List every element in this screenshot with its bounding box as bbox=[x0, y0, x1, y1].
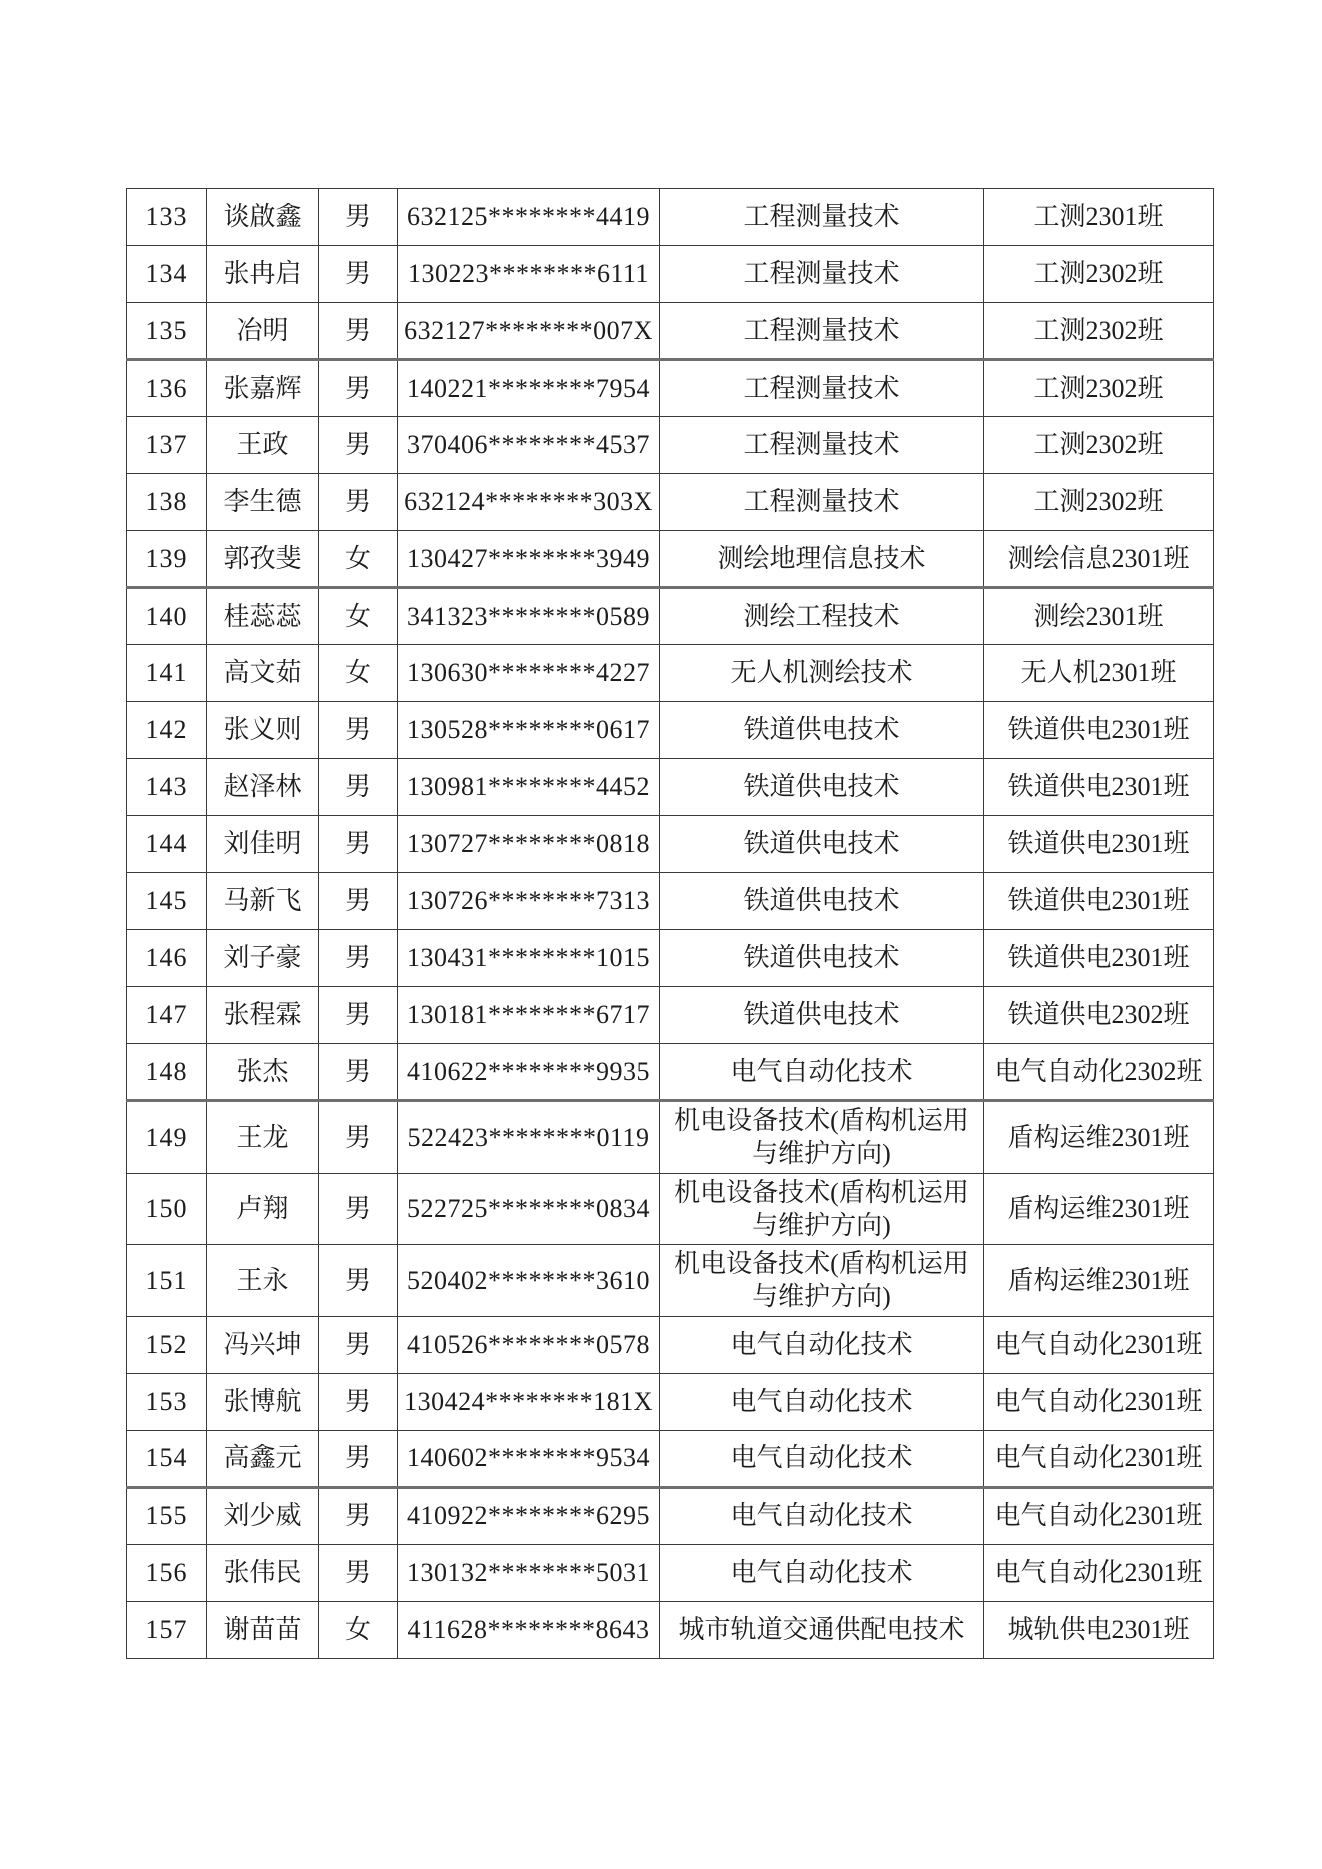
cell-gender: 男 bbox=[319, 1044, 398, 1101]
cell-number: 137 bbox=[127, 417, 207, 474]
cell-gender: 男 bbox=[319, 816, 398, 873]
cell-name: 冯兴坤 bbox=[207, 1316, 319, 1373]
table-row bbox=[127, 873, 1214, 930]
cell-id-number: 632124********303X bbox=[398, 474, 660, 531]
cell-name: 刘子豪 bbox=[207, 930, 319, 987]
cell-name: 张嘉辉 bbox=[207, 360, 319, 417]
table-row bbox=[127, 1101, 1214, 1174]
cell-name: 谢苗苗 bbox=[207, 1601, 319, 1658]
table-row bbox=[127, 1373, 1214, 1430]
cell-name: 张义则 bbox=[207, 702, 319, 759]
table-row bbox=[127, 1601, 1214, 1658]
cell-id-number: 411628********8643 bbox=[398, 1601, 660, 1658]
table-row bbox=[127, 816, 1214, 873]
table-row bbox=[127, 474, 1214, 531]
table-row bbox=[127, 1173, 1214, 1245]
cell-id-number: 140602********9534 bbox=[398, 1430, 660, 1487]
cell-id-number: 130223********6111 bbox=[398, 246, 660, 303]
table-row bbox=[127, 588, 1214, 645]
cell-id-number: 522423********0119 bbox=[398, 1101, 660, 1174]
cell-major: 机电设备技术(盾构机运用与维护方向) bbox=[660, 1173, 984, 1245]
cell-class: 铁道供电2301班 bbox=[984, 759, 1214, 816]
cell-gender: 男 bbox=[319, 1173, 398, 1245]
cell-id-number: 130528********0617 bbox=[398, 702, 660, 759]
cell-class: 电气自动化2301班 bbox=[984, 1544, 1214, 1601]
table-row bbox=[127, 246, 1214, 303]
cell-class: 测绘信息2301班 bbox=[984, 531, 1214, 588]
cell-number: 147 bbox=[127, 987, 207, 1044]
cell-number: 150 bbox=[127, 1173, 207, 1245]
cell-class: 工测2302班 bbox=[984, 474, 1214, 531]
cell-major: 电气自动化技术 bbox=[660, 1544, 984, 1601]
cell-gender: 女 bbox=[319, 1601, 398, 1658]
cell-class: 测绘2301班 bbox=[984, 588, 1214, 645]
cell-number: 156 bbox=[127, 1544, 207, 1601]
cell-id-number: 370406********4537 bbox=[398, 417, 660, 474]
table-row bbox=[127, 645, 1214, 702]
cell-major: 工程测量技术 bbox=[660, 189, 984, 246]
cell-gender: 男 bbox=[319, 759, 398, 816]
cell-id-number: 410526********0578 bbox=[398, 1316, 660, 1373]
cell-number: 142 bbox=[127, 702, 207, 759]
cell-name: 赵泽林 bbox=[207, 759, 319, 816]
cell-gender: 男 bbox=[319, 1487, 398, 1544]
cell-class: 工测2302班 bbox=[984, 246, 1214, 303]
cell-name: 高文茹 bbox=[207, 645, 319, 702]
table-row bbox=[127, 1245, 1214, 1317]
table-row bbox=[127, 1487, 1214, 1544]
cell-number: 154 bbox=[127, 1430, 207, 1487]
cell-number: 138 bbox=[127, 474, 207, 531]
cell-major: 工程测量技术 bbox=[660, 360, 984, 417]
cell-gender: 男 bbox=[319, 360, 398, 417]
cell-class: 电气自动化2301班 bbox=[984, 1430, 1214, 1487]
cell-gender: 男 bbox=[319, 474, 398, 531]
cell-number: 134 bbox=[127, 246, 207, 303]
cell-id-number: 520402********3610 bbox=[398, 1245, 660, 1317]
cell-gender: 男 bbox=[319, 1544, 398, 1601]
cell-major: 电气自动化技术 bbox=[660, 1487, 984, 1544]
cell-number: 136 bbox=[127, 360, 207, 417]
cell-class: 盾构运维2301班 bbox=[984, 1101, 1214, 1174]
cell-major: 测绘工程技术 bbox=[660, 588, 984, 645]
cell-major: 无人机测绘技术 bbox=[660, 645, 984, 702]
cell-gender: 男 bbox=[319, 702, 398, 759]
cell-major: 工程测量技术 bbox=[660, 417, 984, 474]
cell-major: 铁道供电技术 bbox=[660, 816, 984, 873]
table-row bbox=[127, 1544, 1214, 1601]
cell-major: 电气自动化技术 bbox=[660, 1373, 984, 1430]
table-row bbox=[127, 1430, 1214, 1487]
cell-gender: 男 bbox=[319, 930, 398, 987]
cell-number: 145 bbox=[127, 873, 207, 930]
cell-class: 电气自动化2301班 bbox=[984, 1487, 1214, 1544]
cell-id-number: 341323********0589 bbox=[398, 588, 660, 645]
cell-name: 高鑫元 bbox=[207, 1430, 319, 1487]
cell-class: 城轨供电2301班 bbox=[984, 1601, 1214, 1658]
cell-name: 刘佳明 bbox=[207, 816, 319, 873]
cell-id-number: 410922********6295 bbox=[398, 1487, 660, 1544]
cell-id-number: 130181********6717 bbox=[398, 987, 660, 1044]
cell-name: 张程霖 bbox=[207, 987, 319, 1044]
cell-name: 刘少威 bbox=[207, 1487, 319, 1544]
cell-name: 冶明 bbox=[207, 303, 319, 360]
cell-major: 铁道供电技术 bbox=[660, 759, 984, 816]
cell-class: 铁道供电2301班 bbox=[984, 816, 1214, 873]
table-row bbox=[127, 930, 1214, 987]
cell-gender: 男 bbox=[319, 189, 398, 246]
cell-class: 工测2301班 bbox=[984, 189, 1214, 246]
cell-number: 141 bbox=[127, 645, 207, 702]
cell-name: 卢翔 bbox=[207, 1173, 319, 1245]
cell-major: 铁道供电技术 bbox=[660, 930, 984, 987]
cell-class: 铁道供电2302班 bbox=[984, 987, 1214, 1044]
cell-gender: 男 bbox=[319, 1373, 398, 1430]
cell-id-number: 140221********7954 bbox=[398, 360, 660, 417]
cell-class: 工测2302班 bbox=[984, 303, 1214, 360]
cell-class: 铁道供电2301班 bbox=[984, 702, 1214, 759]
roster-table bbox=[126, 188, 1214, 1659]
cell-id-number: 130427********3949 bbox=[398, 531, 660, 588]
cell-id-number: 130726********7313 bbox=[398, 873, 660, 930]
cell-gender: 男 bbox=[319, 987, 398, 1044]
cell-gender: 男 bbox=[319, 1101, 398, 1174]
cell-gender: 男 bbox=[319, 1430, 398, 1487]
cell-number: 151 bbox=[127, 1245, 207, 1317]
table-row bbox=[127, 189, 1214, 246]
table-row bbox=[127, 531, 1214, 588]
cell-major: 铁道供电技术 bbox=[660, 873, 984, 930]
cell-name: 张杰 bbox=[207, 1044, 319, 1101]
cell-name: 马新飞 bbox=[207, 873, 319, 930]
cell-class: 无人机2301班 bbox=[984, 645, 1214, 702]
cell-gender: 男 bbox=[319, 246, 398, 303]
cell-id-number: 522725********0834 bbox=[398, 1173, 660, 1245]
cell-number: 157 bbox=[127, 1601, 207, 1658]
cell-class: 铁道供电2301班 bbox=[984, 873, 1214, 930]
cell-name: 张博航 bbox=[207, 1373, 319, 1430]
cell-class: 盾构运维2301班 bbox=[984, 1245, 1214, 1317]
cell-id-number: 130424********181X bbox=[398, 1373, 660, 1430]
cell-major: 工程测量技术 bbox=[660, 246, 984, 303]
cell-major: 城市轨道交通供配电技术 bbox=[660, 1601, 984, 1658]
cell-major: 机电设备技术(盾构机运用与维护方向) bbox=[660, 1101, 984, 1174]
cell-gender: 男 bbox=[319, 1316, 398, 1373]
cell-id-number: 410622********9935 bbox=[398, 1044, 660, 1101]
table-row bbox=[127, 702, 1214, 759]
cell-name: 王政 bbox=[207, 417, 319, 474]
cell-number: 135 bbox=[127, 303, 207, 360]
cell-id-number: 130727********0818 bbox=[398, 816, 660, 873]
cell-name: 桂蕊蕊 bbox=[207, 588, 319, 645]
cell-number: 144 bbox=[127, 816, 207, 873]
cell-class: 铁道供电2301班 bbox=[984, 930, 1214, 987]
cell-id-number: 130431********1015 bbox=[398, 930, 660, 987]
cell-class: 电气自动化2301班 bbox=[984, 1316, 1214, 1373]
cell-name: 张伟民 bbox=[207, 1544, 319, 1601]
cell-major: 测绘地理信息技术 bbox=[660, 531, 984, 588]
table-row bbox=[127, 303, 1214, 360]
cell-name: 张冉启 bbox=[207, 246, 319, 303]
cell-name: 王龙 bbox=[207, 1101, 319, 1174]
cell-id-number: 130132********5031 bbox=[398, 1544, 660, 1601]
cell-gender: 男 bbox=[319, 303, 398, 360]
table-row bbox=[127, 417, 1214, 474]
cell-major: 电气自动化技术 bbox=[660, 1430, 984, 1487]
cell-id-number: 632125********4419 bbox=[398, 189, 660, 246]
cell-name: 王永 bbox=[207, 1245, 319, 1317]
cell-major: 电气自动化技术 bbox=[660, 1044, 984, 1101]
cell-class: 电气自动化2302班 bbox=[984, 1044, 1214, 1101]
cell-number: 139 bbox=[127, 531, 207, 588]
cell-gender: 男 bbox=[319, 417, 398, 474]
cell-number: 146 bbox=[127, 930, 207, 987]
cell-number: 153 bbox=[127, 1373, 207, 1430]
cell-number: 155 bbox=[127, 1487, 207, 1544]
table-row bbox=[127, 1044, 1214, 1101]
cell-class: 工测2302班 bbox=[984, 417, 1214, 474]
cell-major: 铁道供电技术 bbox=[660, 987, 984, 1044]
cell-number: 152 bbox=[127, 1316, 207, 1373]
cell-name: 郭孜斐 bbox=[207, 531, 319, 588]
cell-gender: 男 bbox=[319, 873, 398, 930]
cell-class: 工测2302班 bbox=[984, 360, 1214, 417]
roster-table-body bbox=[127, 189, 1214, 1659]
cell-gender: 女 bbox=[319, 645, 398, 702]
cell-name: 李生德 bbox=[207, 474, 319, 531]
cell-number: 140 bbox=[127, 588, 207, 645]
table-row bbox=[127, 360, 1214, 417]
cell-class: 盾构运维2301班 bbox=[984, 1173, 1214, 1245]
cell-gender: 女 bbox=[319, 588, 398, 645]
cell-major: 机电设备技术(盾构机运用与维护方向) bbox=[660, 1245, 984, 1317]
cell-major: 铁道供电技术 bbox=[660, 702, 984, 759]
cell-major: 电气自动化技术 bbox=[660, 1316, 984, 1373]
table-row bbox=[127, 759, 1214, 816]
cell-gender: 男 bbox=[319, 1245, 398, 1317]
cell-id-number: 130981********4452 bbox=[398, 759, 660, 816]
cell-number: 149 bbox=[127, 1101, 207, 1174]
cell-gender: 女 bbox=[319, 531, 398, 588]
table-row bbox=[127, 987, 1214, 1044]
cell-id-number: 130630********4227 bbox=[398, 645, 660, 702]
cell-number: 133 bbox=[127, 189, 207, 246]
cell-name: 谈啟鑫 bbox=[207, 189, 319, 246]
cell-major: 工程测量技术 bbox=[660, 303, 984, 360]
cell-class: 电气自动化2301班 bbox=[984, 1373, 1214, 1430]
table-row bbox=[127, 1316, 1214, 1373]
cell-major: 工程测量技术 bbox=[660, 474, 984, 531]
cell-number: 143 bbox=[127, 759, 207, 816]
cell-id-number: 632127********007X bbox=[398, 303, 660, 360]
cell-number: 148 bbox=[127, 1044, 207, 1101]
